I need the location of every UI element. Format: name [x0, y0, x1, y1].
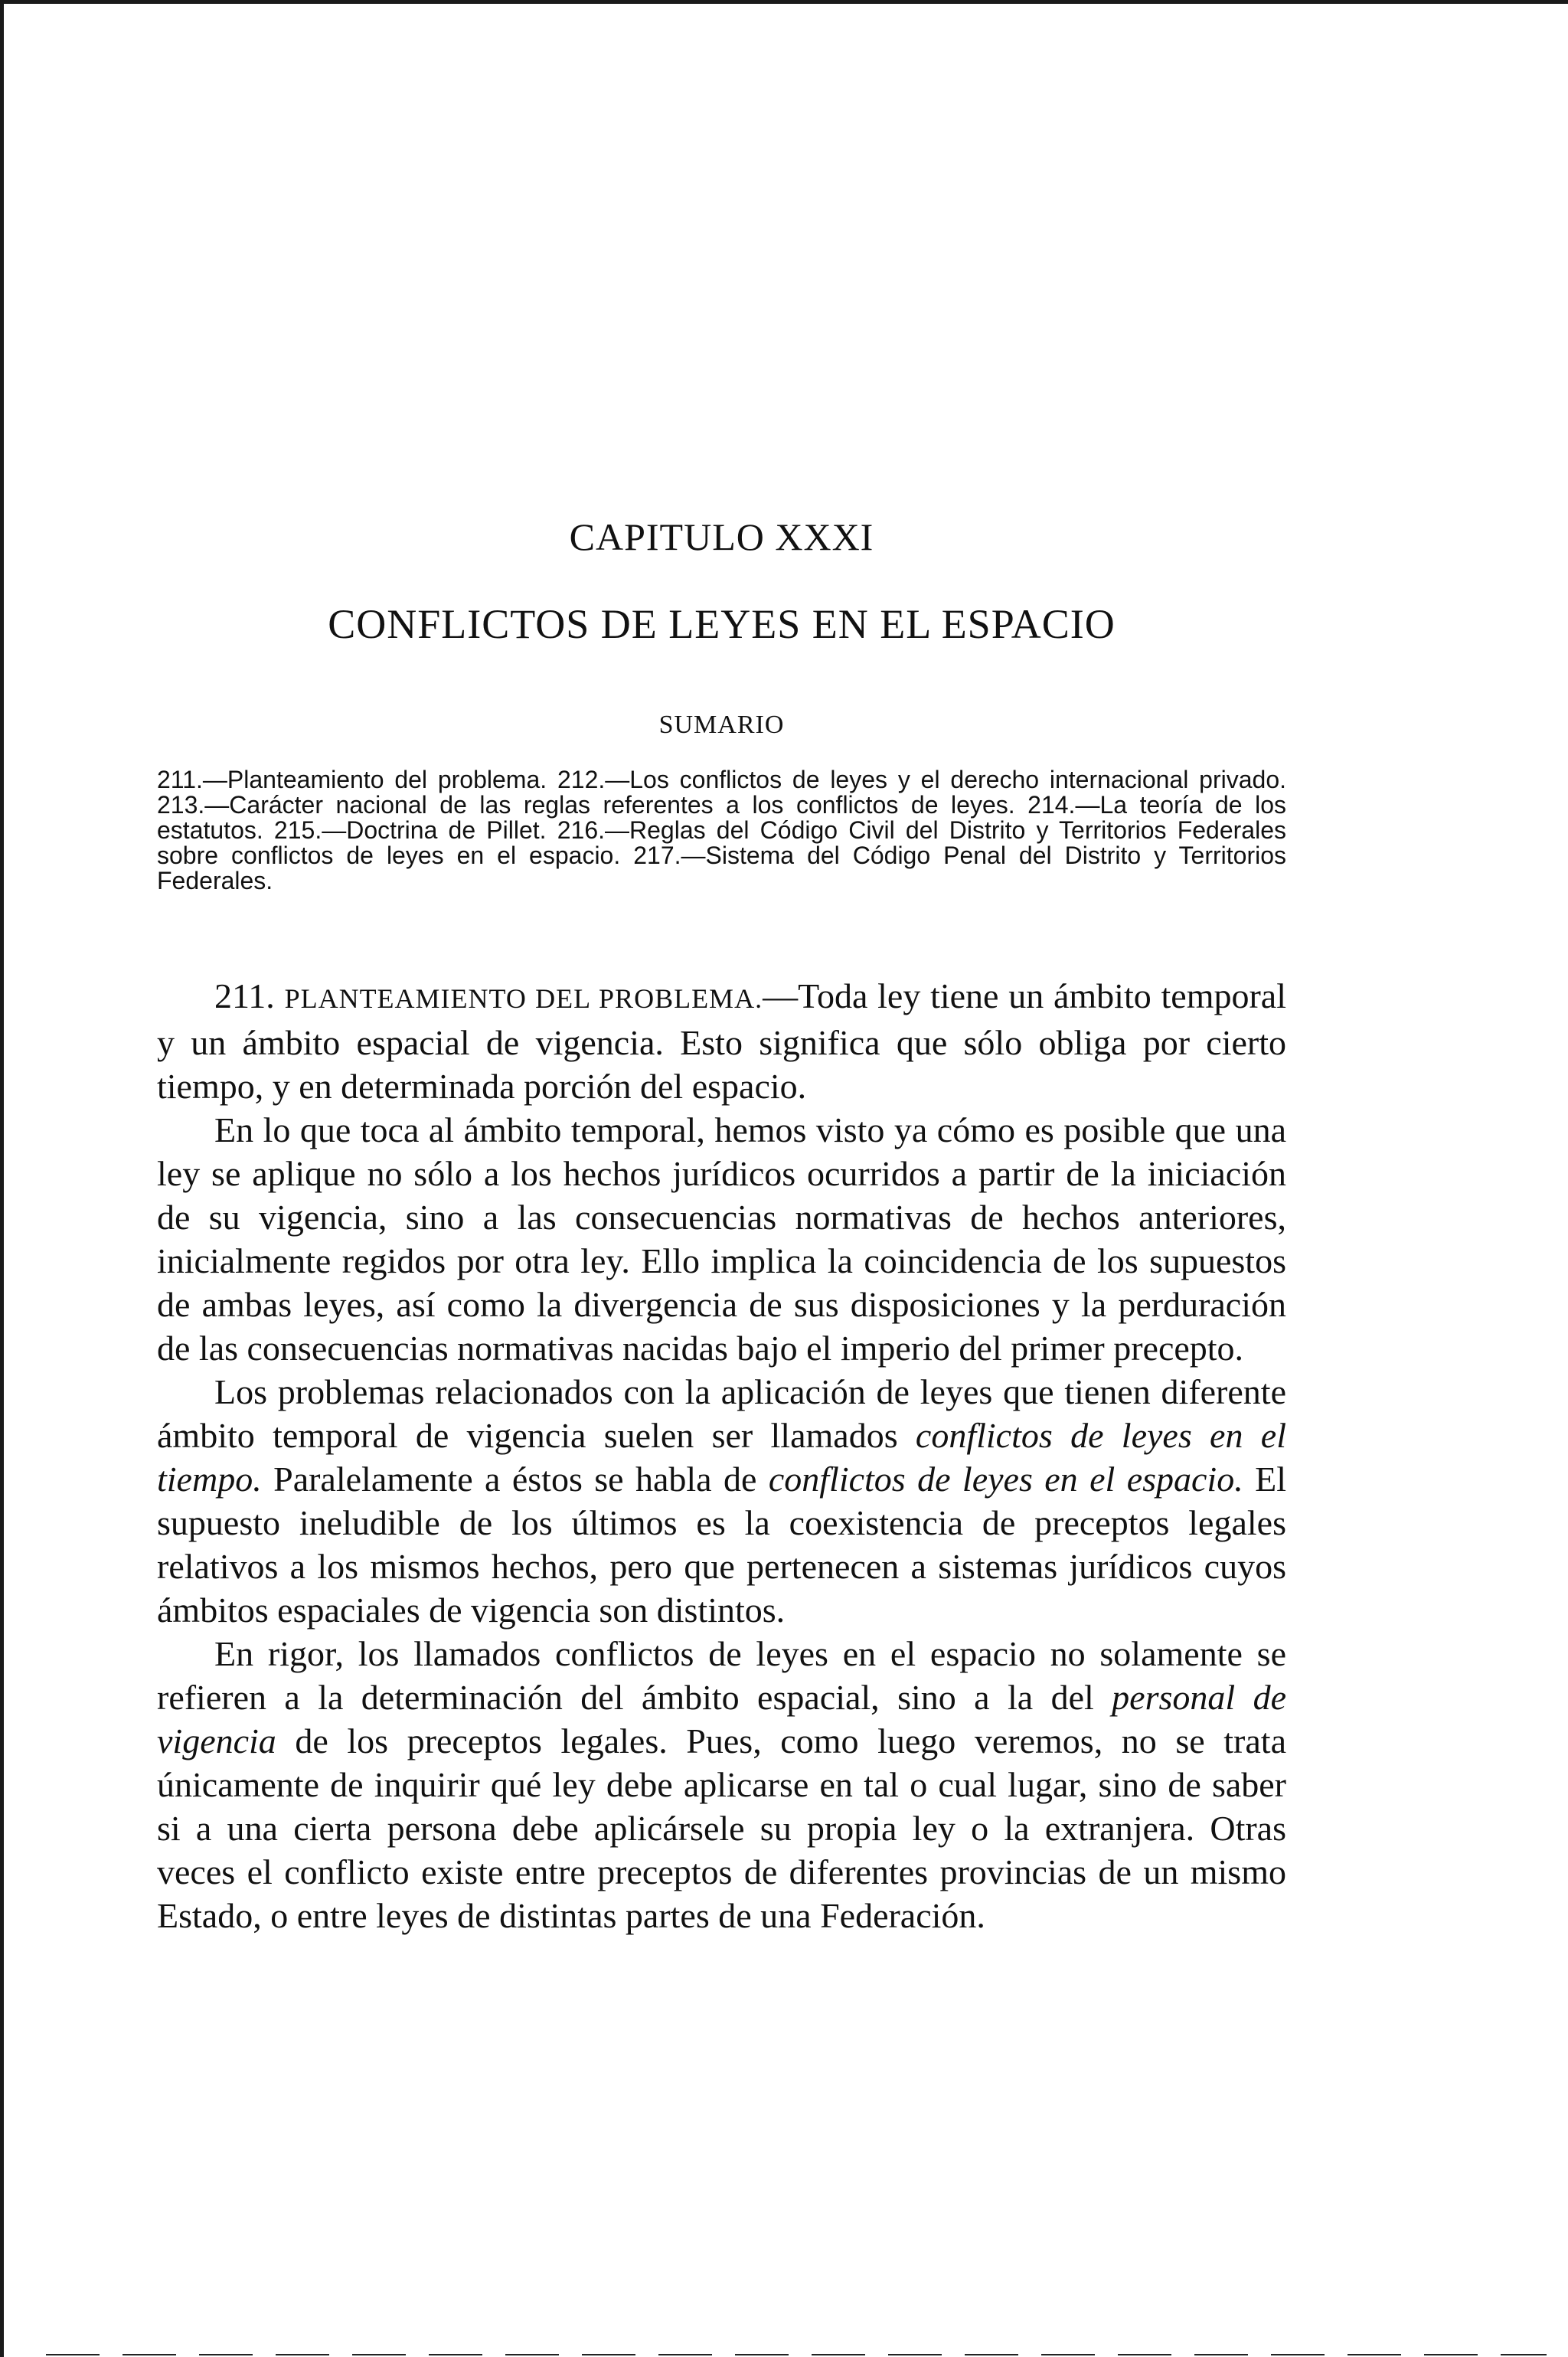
summary-text: 211.—Planteamiento del problema. 212.—Los conflictos de leyes y el derecho internacional privado. 213.—Carácter nacional de las reglas referentes a los conflictos de leyes. 214.—La teoría de los estatutos. 215.—Doctrina de Pillet. 216.—Reglas del Código Civil del Distrito y Territorios Federales sobre conflictos de leyes en el espacio. 217.—Sistema del Código Penal del Distrito y Territorios Federales.	[157, 766, 1286, 894]
chapter-number: CAPITULO XXXI	[569, 515, 874, 558]
italic-term-personal: personal de vigencia	[157, 1678, 1286, 1760]
paragraph-4	[157, 1632, 1286, 1937]
section-heading: PLANTEAMIENTO DEL PROBLEMA.	[284, 983, 763, 1014]
chapter-title: CONFLICTOS DE LEYES EN EL ESPACIO	[328, 601, 1116, 647]
paragraph-4-text-b: de los preceptos legales. Pues, como luego veremos, no se trata únicamente de inquirir qué ley debe aplicarse en tal o cual lugar, sino de saber si a una cierta persona debe aplicársele su propia ley o la extranjera. Otras veces el conflicto existe entre preceptos de diferentes provincias de un mismo Estado, o entre leyes de distintas partes de una Federación.	[157, 1721, 1286, 1935]
section-body	[157, 974, 1286, 1937]
summary-heading: SUMARIO	[658, 711, 785, 739]
paragraph-2: En lo que toca al ámbito temporal, hemos visto ya cómo es posible que una ley se aplique no sólo a los hechos jurídicos ocurridos a partir de la iniciación de su vigencia, sino a las consecuencias normativas de hechos anteriores, inicialmente regidos por otra ley. Ello implica la coincidencia de los supuestos de ambas leyes, así como la divergencia de sus disposiciones y la perduración de las consecuencias normativas nacidas bajo el imperio del primer precepto.	[157, 1110, 1286, 1368]
paragraph-4-text-a: En rigor, los llamados conflictos de leyes en el espacio no solamente se refieren a la determinación del ámbito espacial, sino a la del	[157, 1634, 1286, 1717]
paragraph-3-text-c: El supuesto ineludible de los últimos es la coexistencia de preceptos legales relativos a los mismos hechos, pero que pertenecen a sistemas jurídicos cuyos ámbitos espaciales de vigencia son distintos.	[157, 1460, 1287, 1630]
paragraph-1-text: —Toda ley tiene un ámbito temporal y un ámbito espacial de vigencia. Esto significa que sólo obliga por cierto tiempo, y en determinada porción del espacio.	[157, 976, 1286, 1106]
paragraph-3-text-b: Paralelamente a éstos se habla de	[261, 1460, 769, 1499]
paragraph-3-text-a: Los problemas relacionados con la aplicación de leyes que tienen diferente ámbito temporal de vigencia suelen ser llamados	[157, 1372, 1286, 1455]
scan-border-top	[0, 0, 1568, 4]
italic-term-espacio: conflictos de leyes en el espacio.	[768, 1460, 1243, 1499]
paragraph-1	[157, 974, 1286, 1108]
section-number: 211.	[214, 976, 275, 1015]
scan-border-bottom	[46, 2354, 1547, 2355]
paragraph-3	[157, 1370, 1286, 1632]
italic-term-tiempo: conflictos de leyes en el tiempo.	[157, 1416, 1286, 1499]
scan-border-left	[0, 0, 4, 2357]
